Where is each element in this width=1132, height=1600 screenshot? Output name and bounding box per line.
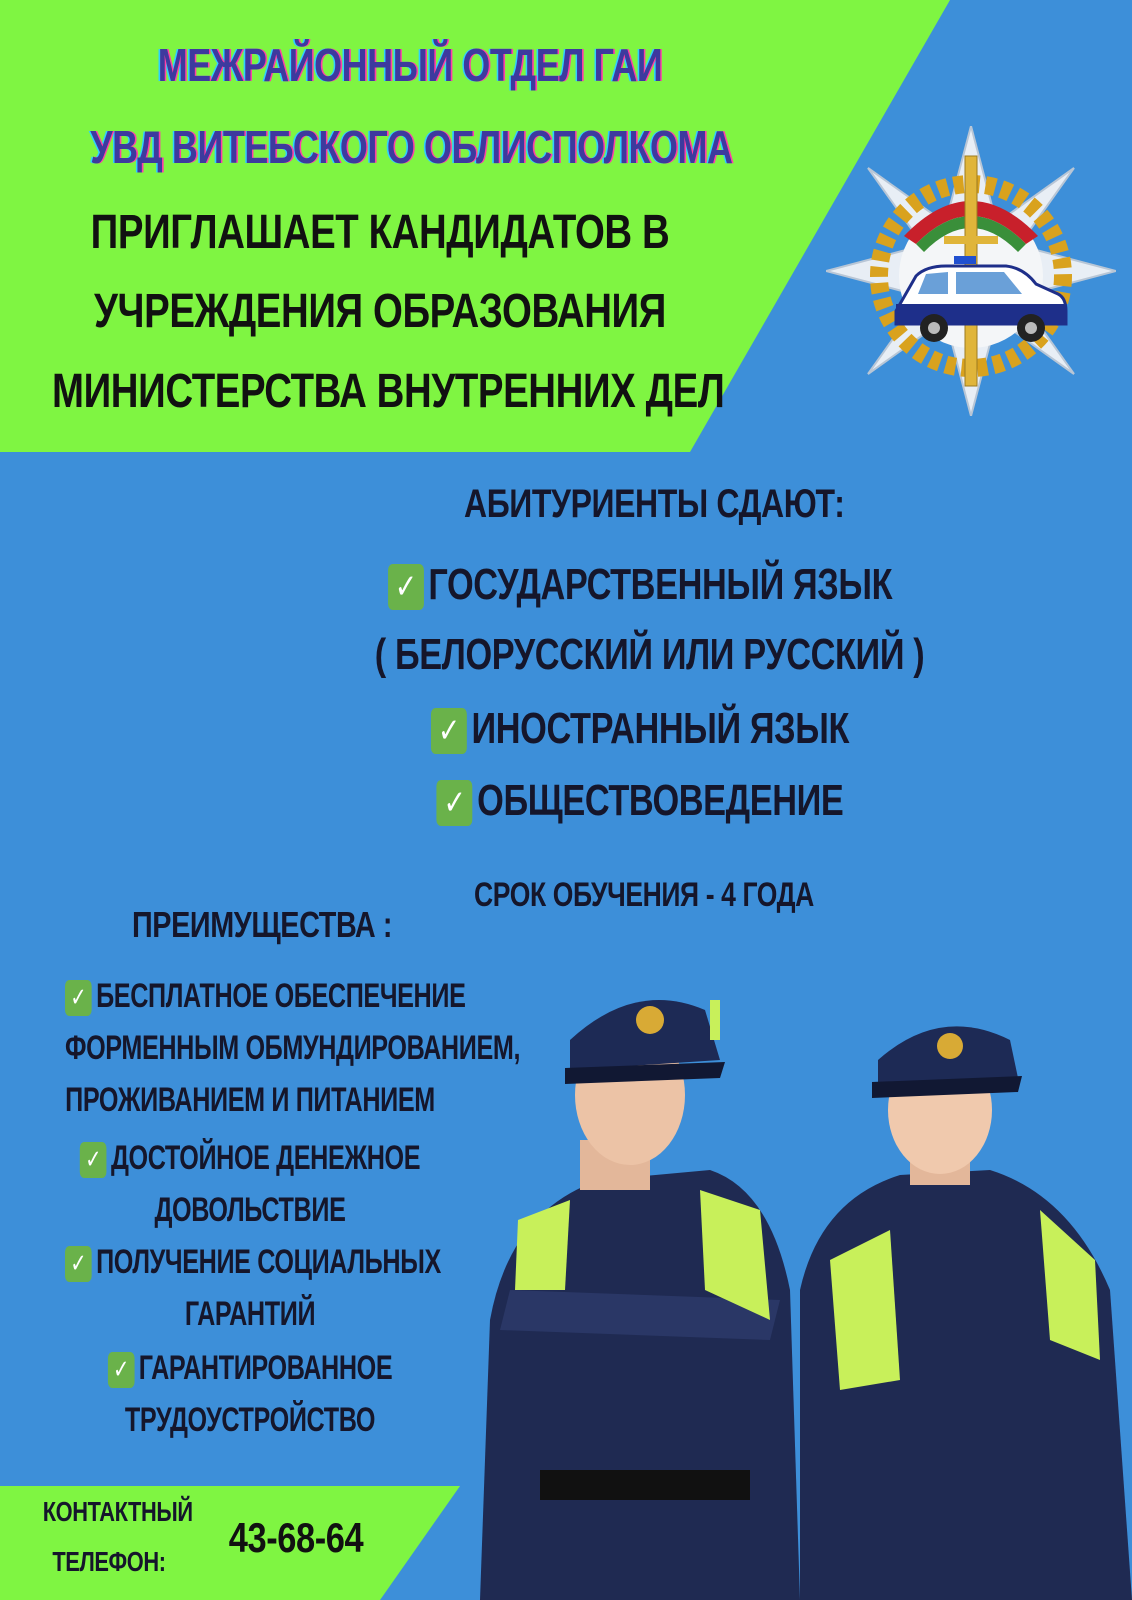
header-line-3: ПРИГЛАШАЕТ КАНДИДАТОВ В (90, 206, 670, 259)
check-icon: ✓ (65, 980, 92, 1016)
header-line-2: УВД ВИТЕБСКОГО ОБЛИСПОЛКОМА (90, 121, 733, 173)
advantage-line: ✓ ГАРАНТИРОВАННОЕ (65, 1342, 435, 1394)
advantage-line: ✓ ДОСТОЙНОЕ ДЕНЕЖНОЕ (65, 1132, 435, 1184)
header-line-4: УЧРЕЖДЕНИЯ ОБРАЗОВАНИЯ (94, 285, 666, 338)
gai-emblem-icon (826, 126, 1116, 416)
check-icon: ✓ (65, 1246, 92, 1282)
check-icon: ✓ (437, 780, 473, 826)
officer-female (800, 1026, 1132, 1600)
advantage-line: ТРУДОУСТРОЙСТВО (124, 1401, 376, 1439)
contact-label-line-1: КОНТАКТНЫЙ (42, 1496, 193, 1527)
check-icon: ✓ (108, 1352, 135, 1388)
exam-item-state-language (375, 560, 905, 610)
advantages-title: ПРЕИМУЩЕСТВА : (132, 904, 393, 945)
check-icon: ✓ (80, 1142, 107, 1178)
exam-item-label: ГОСУДАРСТВЕННЫЙ ЯЗЫК (428, 560, 893, 609)
header-line-1: МЕЖРАЙОННЫЙ ОТДЕЛ ГАИ (157, 39, 663, 91)
advantage-line: ✓ ПОЛУЧЕНИЕ СОЦИАЛЬНЫХ (65, 1236, 435, 1288)
study-duration: СРОК ОБУЧЕНИЯ - 4 ГОДА (474, 876, 814, 914)
exams-title: АБИТУРИЕНТЫ СДАЮТ: (464, 482, 845, 526)
traffic-officers-photo (470, 960, 1132, 1600)
advantage-line: ДОВОЛЬСТВИЕ (154, 1191, 346, 1229)
contact-phone[interactable]: 43-68-64 (228, 1514, 364, 1561)
check-icon: ✓ (431, 708, 467, 754)
advantage-line: ФОРМЕННЫМ ОБМУНДИРОВАНИЕМ, (65, 1029, 521, 1067)
exam-item-label: ОБЩЕСТВОВЕДЕНИЕ (477, 776, 844, 825)
officer-male (480, 1000, 800, 1600)
header-line-5: МИНИСТЕРСТВА ВНУТРЕННИХ ДЕЛ (52, 365, 725, 418)
exam-item-label: ИНОСТРАННЫЙ ЯЗЫК (471, 704, 850, 753)
exam-item-language-note: ( БЕЛОРУССКИЙ ИЛИ РУССКИЙ ) (374, 630, 925, 679)
exam-item-foreign-language (375, 704, 905, 754)
advantage-line: ГАРАНТИЙ (184, 1295, 316, 1333)
advantage-line: ✓ БЕСПЛАТНОЕ ОБЕСПЕЧЕНИЕ (65, 970, 435, 1022)
exam-item-social-studies (375, 776, 905, 826)
advantage-line: ПРОЖИВАНИЕМ И ПИТАНИЕМ (65, 1081, 435, 1119)
check-icon: ✓ (388, 564, 424, 610)
contact-label-line-2: ТЕЛЕФОН: (52, 1546, 166, 1577)
